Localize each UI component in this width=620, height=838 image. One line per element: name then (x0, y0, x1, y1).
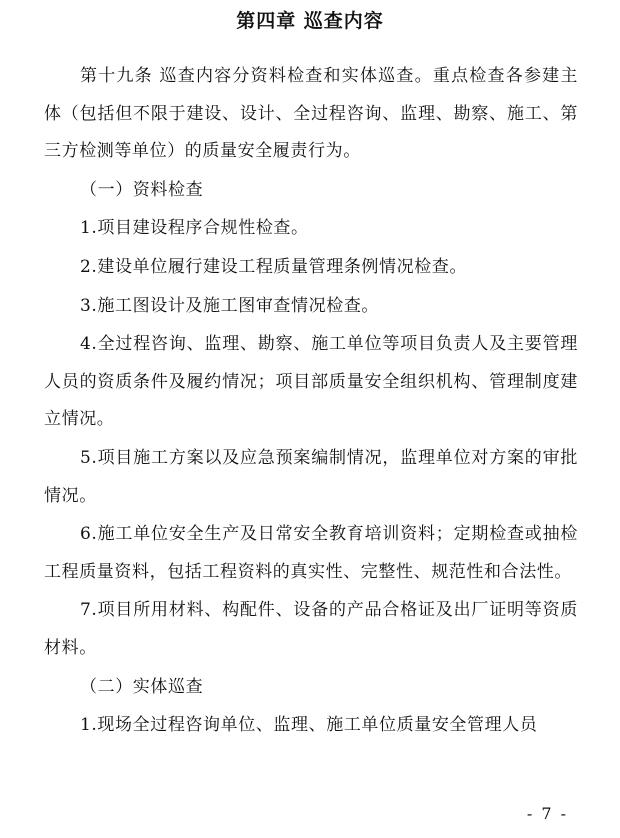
article-19-paragraph: 第十九条 巡查内容分资料检查和实体巡查。重点检查各参建主体（包括但不限于建设、设计、全过程咨询、监理、勘察、施工、第三方检测等单位）的质量安全履责行为。 (44, 66, 578, 162)
site-list-item-1: 1.现场全过程咨询单位、监理、施工单位质量安全管理人员 (80, 715, 538, 736)
list-item-7: 7.项目所用材料、构配件、设备的产品合格证及出厂证明等资质材料。 (44, 600, 578, 658)
list-item-4: 4.全过程咨询、监理、勘察、施工单位等项目负责人及主要管理人员的资质条件及履约情况；项目部质量安全组织机构、管理制度建立情况。 (44, 334, 578, 430)
list-item-2: 2.建设单位履行建设工程质量管理条例情况检查。 (80, 256, 468, 277)
list-item-1: 1.项目建设程序合规性检查。 (80, 218, 309, 239)
chapter-title: 第四章 巡查内容 (236, 10, 384, 32)
section-heading-document-check: （一）资料检查 (80, 179, 204, 200)
body-text (44, 58, 578, 746)
list-item-6: 6.施工单位安全生产及日常安全教育培训资料；定期检查或抽检工程质量资料，包括工程资料的真实性、完整性、规范性和合法性。 (44, 524, 578, 582)
page-number: - 7 - (526, 804, 568, 823)
list-item-3: 3.施工图设计及施工图审查情况检查。 (80, 295, 380, 316)
section-heading-site-inspection: （二）实体巡查 (80, 676, 204, 697)
list-item-5: 5.项目施工方案以及应急预案编制情况，监理单位对方案的审批情况。 (44, 447, 578, 506)
